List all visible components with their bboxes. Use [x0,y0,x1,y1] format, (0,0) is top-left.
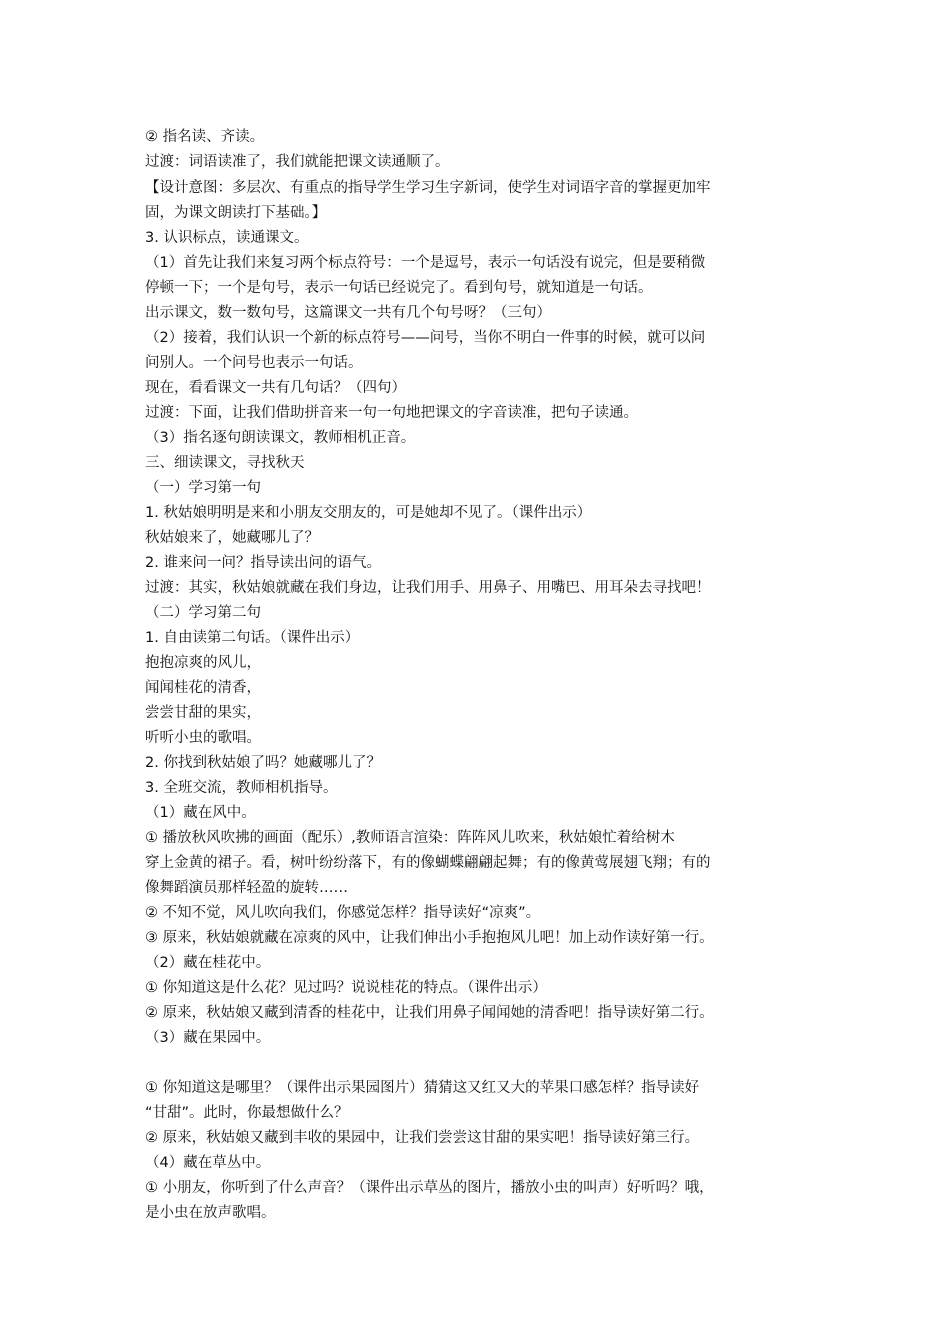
text-line: 停顿一下；一个是句号，表示一句话已经说完了。看到句号，就知道是一句话。 [145,280,653,296]
text-line: 2. 你找到秋姑娘了吗？她藏哪儿了？ [145,755,381,771]
text-line: 固，为课文朗读打下基础。】 [145,205,327,221]
text-line: ① 你知道这是什么花？见过吗？说说桂花的特点。（课件出示） [145,980,547,996]
text-line: （3）指名逐句朗读课文，教师相机正音。 [145,430,416,446]
text-line: ① 播放秋风吹拂的画面（配乐）,教师语言渲染：阵阵风儿吹来，秋姑娘忙着给树木 [145,830,675,846]
text-line: 是小虫在放声歌唱。 [145,1205,276,1221]
text-line: （2）接着，我们认识一个新的标点符号——问号，当你不明白一件事的时候，就可以问 [145,330,706,346]
text-line: 过渡：其实，秋姑娘就藏在我们身边，让我们用手、用鼻子、用嘴巴、用耳朵去寻找吧！ [145,580,711,596]
text-line: 穿上金黄的裙子。看，树叶纷纷落下，有的像蝴蝶翩翩起舞；有的像黄莺展翅飞翔；有的 [145,855,711,871]
text-line: （2）藏在桂花中。 [145,955,271,971]
text-line: （1）首先让我们来复习两个标点符号：一个是逗号，表示一句话没有说完，但是要稍微 [145,255,706,271]
text-line: 3. 认识标点，读通课文。 [145,230,309,246]
text-line: ① 你知道这是哪里？（课件出示果园图片）猜猜这又红又大的苹果口感怎样？指导读好 [145,1080,700,1096]
text-line: “甘甜”。此时，你最想做什么？ [145,1105,349,1121]
text-line: （二）学习第二句 [145,605,261,621]
text-line: 1. 秋姑娘明明是来和小朋友交朋友的，可是她却不见了。（课件出示） [145,505,592,521]
text-line: （一）学习第一句 [145,480,261,496]
text-line: ② 指名读、齐读。 [145,129,265,145]
text-line: ② 原来，秋姑娘又藏到清香的桂花中，让我们用鼻子闻闻她的清香吧！指导读好第二行。 [145,1005,714,1021]
text-line: （3）藏在果园中。 [145,1030,271,1046]
text-line: ① 小朋友，你听到了什么声音？（课件出示草丛的图片，播放小虫的叫声）好听吗？哦， [145,1180,714,1196]
text-line: 像舞蹈演员那样轻盈的旋转…… [145,880,348,896]
text-line: 秋姑娘来了，她藏哪儿了？ [145,530,319,546]
text-line: ② 原来，秋姑娘又藏到丰收的果园中，让我们尝尝这甘甜的果实吧！指导读好第三行。 [145,1130,700,1146]
poem-line: 听听小虫的歌唱。 [145,730,261,746]
poem-line: 闻闻桂花的清香， [145,680,261,696]
text-line: （4）藏在草丛中。 [145,1155,271,1171]
text-line: 【设计意图：多层次、有重点的指导学生学习生字新词，使学生对词语字音的掌握更加牢 [145,180,711,196]
section-heading: 三、细读课文，寻找秋天 [145,455,305,471]
text-line: 3. 全班交流，教师相机指导。 [145,780,338,796]
text-line: 现在，看看课文一共有几句话？（四句） [145,380,406,396]
text-line: ② 不知不觉，风儿吹向我们，你感觉怎样？指导读好“凉爽”。 [145,905,541,921]
text-line: 过渡：下面，让我们借助拼音来一句一句地把课文的字音读准，把句子读通。 [145,405,638,421]
text-line: 2. 谁来问一问？指导读出问的语气。 [145,555,381,571]
poem-line: 抱抱凉爽的风儿， [145,655,261,671]
text-line: 1. 自由读第二句话。（课件出示） [145,630,360,646]
text-line: 问别人。一个问号也表示一句话。 [145,355,363,371]
text-line: 过渡：词语读准了，我们就能把课文读通顺了。 [145,154,450,170]
text-line: ③ 原来，秋姑娘就藏在凉爽的风中，让我们伸出小手抱抱风儿吧！加上动作读好第一行。 [145,930,714,946]
text-line: （1）藏在风中。 [145,805,256,821]
poem-line: 尝尝甘甜的果实， [145,705,261,721]
text-line: 出示课文，数一数句号，这篇课文一共有几个句号呀？（三句） [145,305,551,321]
